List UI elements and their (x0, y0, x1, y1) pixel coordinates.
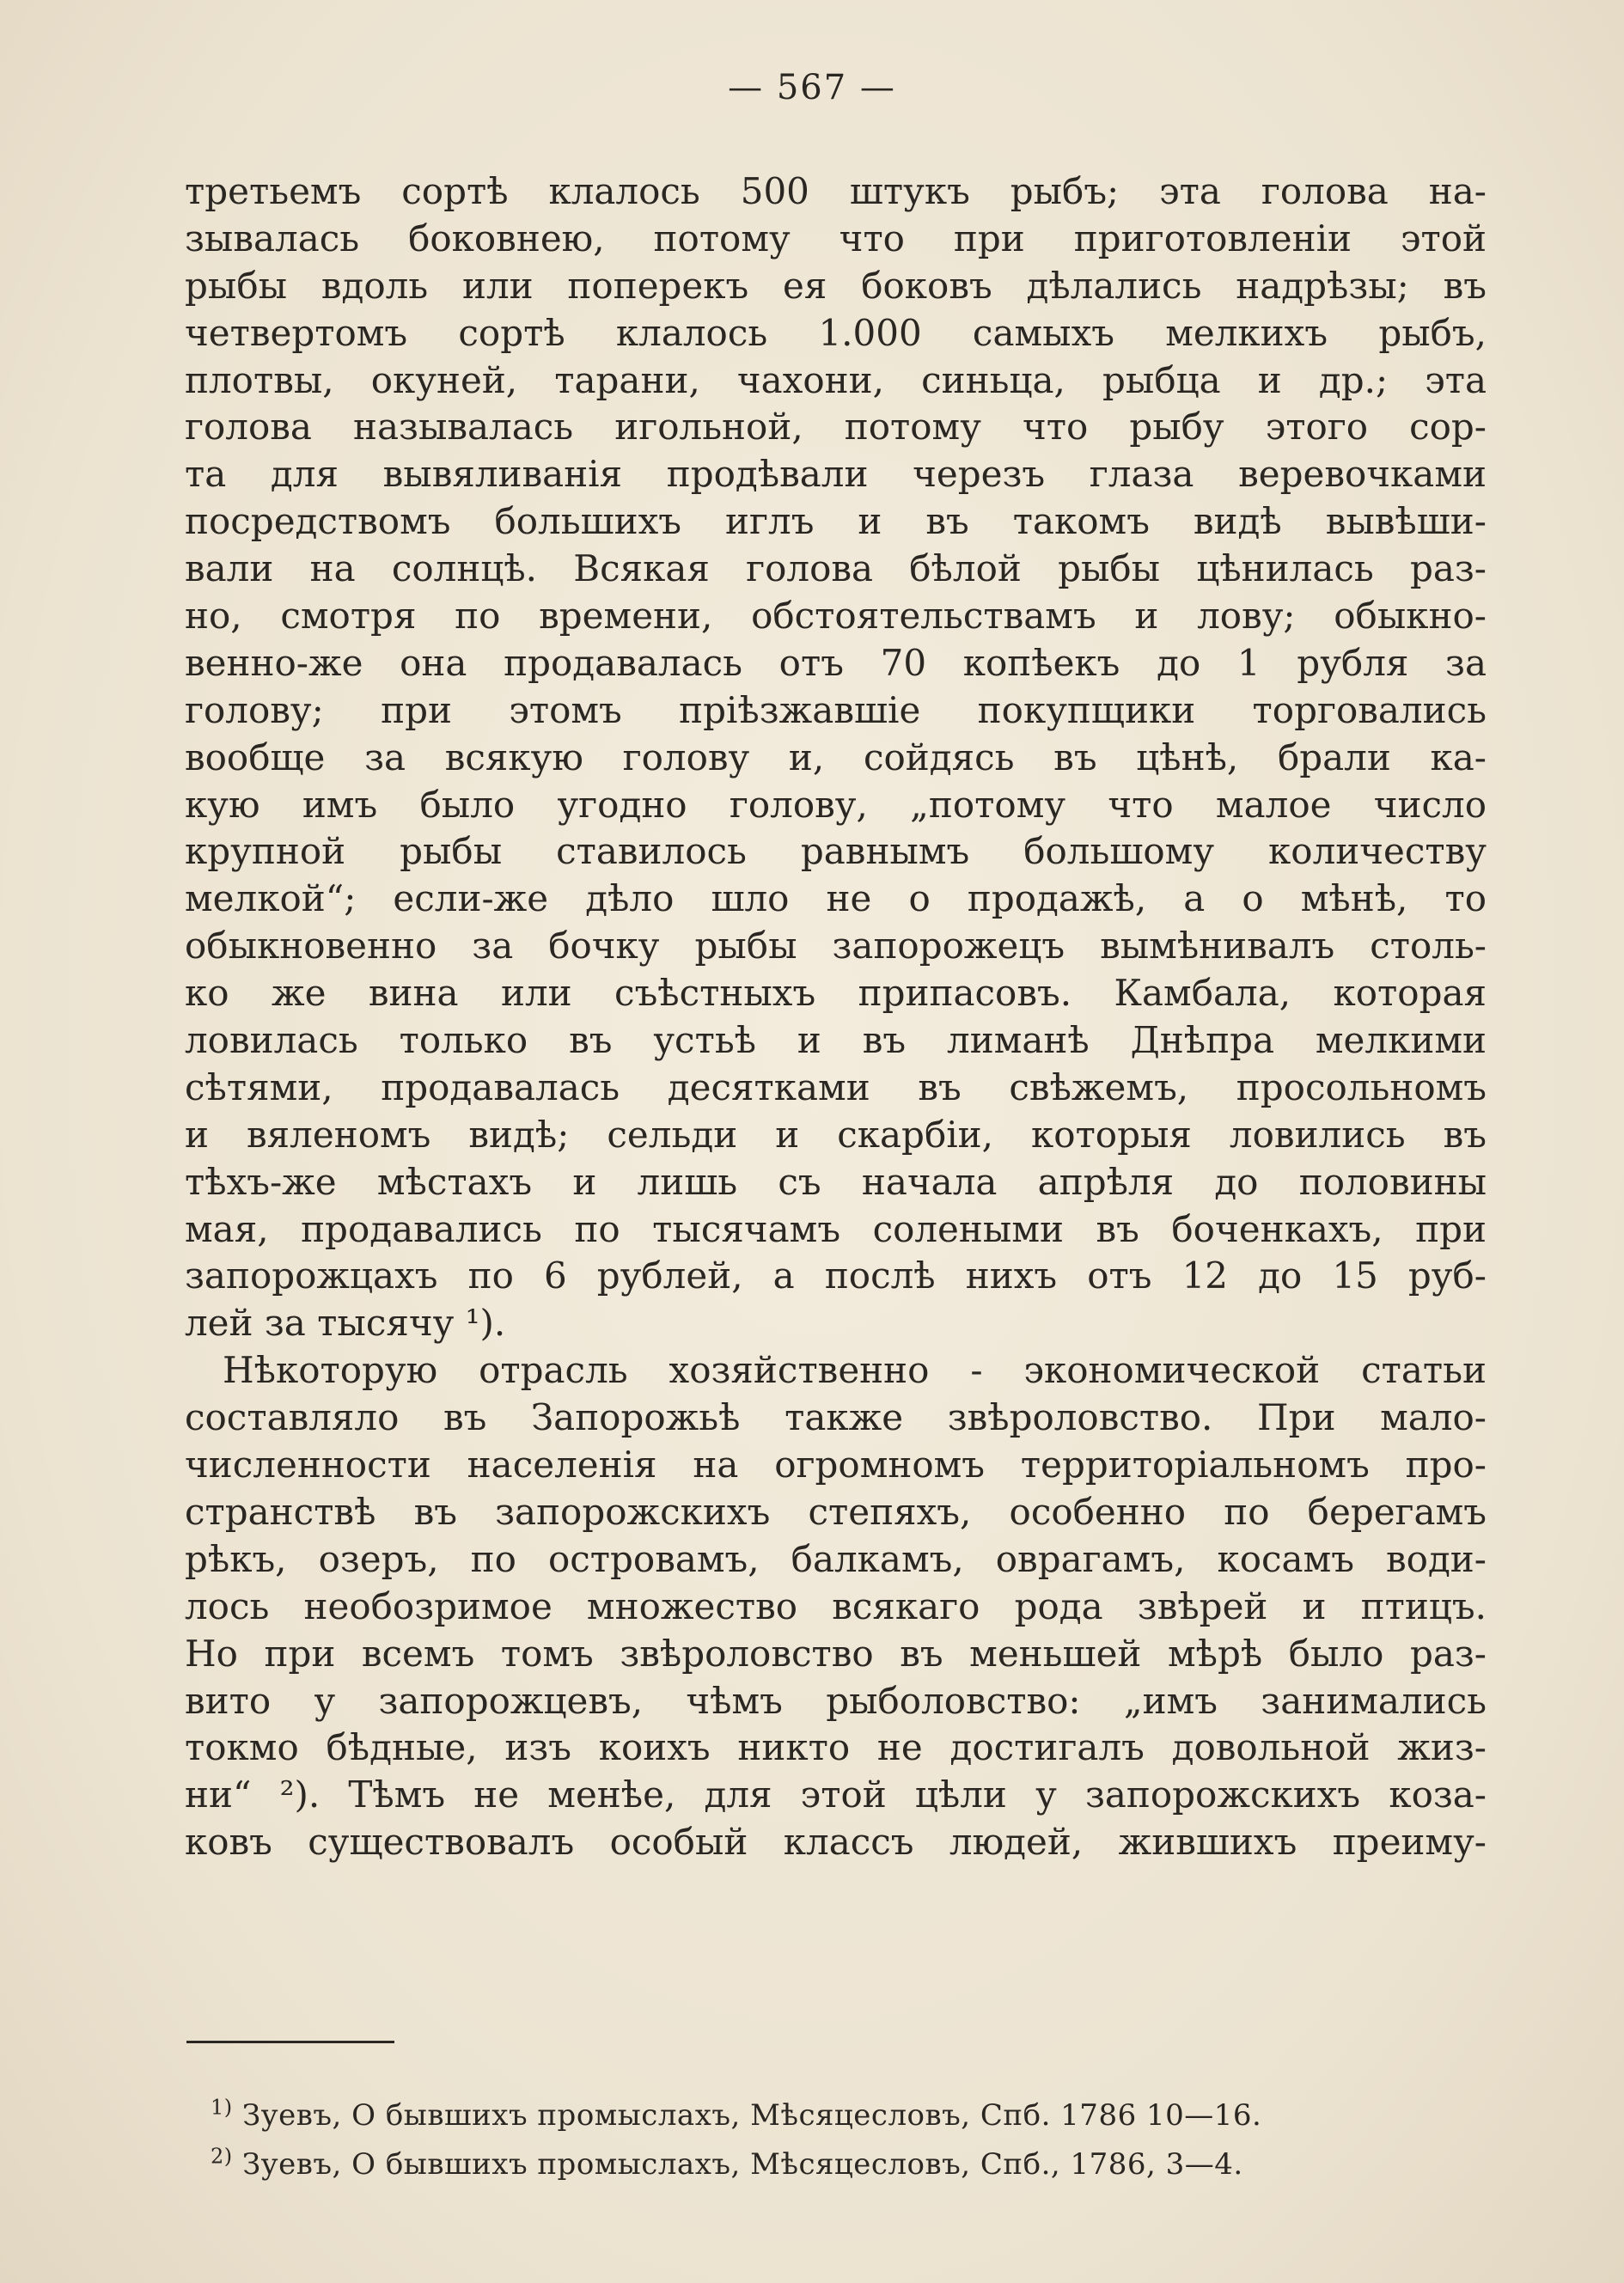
footnote-text: Зуевъ, О бывшихъ промыслахъ, Мѣсяцесловъ, Спб., 1786, 3—4. (241, 2147, 1243, 2182)
text-line: составляло въ Запорожьѣ также звѣроловство. При мало- (185, 1396, 1487, 1439)
text-line: ко же вина или съѣстныхъ припасовъ. Камбала, которая (185, 972, 1487, 1015)
text-line: вито у запорожцевъ, чѣмъ рыболовство: „имъ занимались (185, 1679, 1487, 1722)
text-line: тѣхъ-же мѣстахъ и лишь съ начала апрѣля до половины (185, 1160, 1487, 1203)
text-line: обыкновенно за бочку рыбы запорожецъ вымѣнивалъ столь- (185, 925, 1487, 968)
text-line: ловилась только въ устьѣ и въ лиманѣ Днѣпра мелкими (185, 1019, 1487, 1062)
text-line: вали на солнцѣ. Всякая голова бѣлой рыбы цѣнилась раз- (185, 547, 1487, 590)
text-line: сѣтями, продавалась десятками въ свѣжемъ, просольномъ (185, 1065, 1487, 1108)
footnote-2 (211, 2140, 1413, 2189)
text-line: посредствомъ большихъ иглъ и въ такомъ видѣ вывѣши- (185, 500, 1487, 543)
text-line: ковъ существовалъ особый классъ людей, жившихъ преиму- (185, 1821, 1487, 1864)
text-line: зывалась боковнею, потому что при приготовленіи этой (185, 217, 1487, 259)
text-line: лось необозримое множество всякаго рода звѣрей и птицъ. (185, 1584, 1487, 1627)
text-line: численности населенія на огромномъ территоріальномъ про- (185, 1444, 1487, 1486)
footnote-mark: 2) (211, 2144, 233, 2169)
text-line: токмо бѣдные, изъ коихъ никто не достигалъ довольной жиз- (185, 1726, 1487, 1769)
text-line: Но при всемъ томъ звѣроловство въ меньшей мѣрѣ было раз- (185, 1632, 1487, 1675)
text-line: венно-же она продавалась отъ 70 копѣекъ до 1 рубля за (185, 641, 1487, 684)
text-line: голова называлась игольной, потому что рыбу этого сор- (185, 406, 1487, 449)
text-line: мелкой“; если-же дѣло шло не о продажѣ, а о мѣнѣ, то (185, 877, 1487, 920)
paragraph-end-line: лей за тысячу ¹). (185, 1302, 506, 1345)
footnote-1 (211, 2091, 1413, 2140)
text-line: четвертомъ сортѣ клалось 1.000 самыхъ мелкихъ рыбъ, (185, 311, 1487, 354)
text-line: плотвы, окуней, тарани, чахони, синьца, рыбца и др.; эта (185, 358, 1487, 401)
footnotes (211, 2091, 1413, 2189)
text-line: кую имъ было угодно голову, „потому что малое число (185, 783, 1487, 826)
body-text (185, 168, 1487, 1866)
paragraph-start-line: Нѣкоторую отрасль хозяйственно - экономической статьи (223, 1349, 1487, 1392)
text-line: рѣкъ, озеръ, по островамъ, балкамъ, оврагамъ, косамъ води- (185, 1537, 1487, 1580)
footnote-text: Зуевъ, О бывшихъ промыслахъ, Мѣсяцесловъ, Спб. 1786 10—16. (241, 2098, 1262, 2133)
text-line: рыбы вдоль или поперекъ ея боковъ дѣлались надрѣзы; въ (185, 264, 1487, 307)
text-line: та для вывяливанія продѣвали черезъ глаза веревочками (185, 453, 1487, 496)
text-line: странствѣ въ запорожскихъ степяхъ, особенно по берегамъ (185, 1490, 1487, 1533)
page-number: — 567 — (728, 68, 896, 107)
footnote-divider (186, 2041, 394, 2043)
text-line: и вяленомъ видѣ; сельди и скарбіи, которыя ловились въ (185, 1113, 1487, 1156)
footnote-mark: 1) (211, 2095, 233, 2120)
text-line: третьемъ сортѣ клалось 500 штукъ рыбъ; эта голова на- (185, 170, 1487, 212)
text-line: крупной рыбы ставилось равнымъ большому количеству (185, 830, 1487, 873)
text-line: голову; при этомъ пріѣзжавшіе покупщики торговались (185, 688, 1487, 731)
text-line: мая, продавались по тысячамъ солеными въ боченкахъ, при (185, 1207, 1487, 1250)
text-line: ни“ ²). Тѣмъ не менѣе, для этой цѣли у запорожскихъ коза- (185, 1773, 1487, 1816)
text-line: но, смотря по времени, обстоятельствамъ и лову; обыкно- (185, 595, 1487, 638)
text-line: вообще за всякую голову и, сойдясь въ цѣнѣ, брали ка- (185, 736, 1487, 778)
text-line: запорожцахъ по 6 рублей, а послѣ нихъ отъ 12 до 15 руб- (185, 1254, 1487, 1297)
